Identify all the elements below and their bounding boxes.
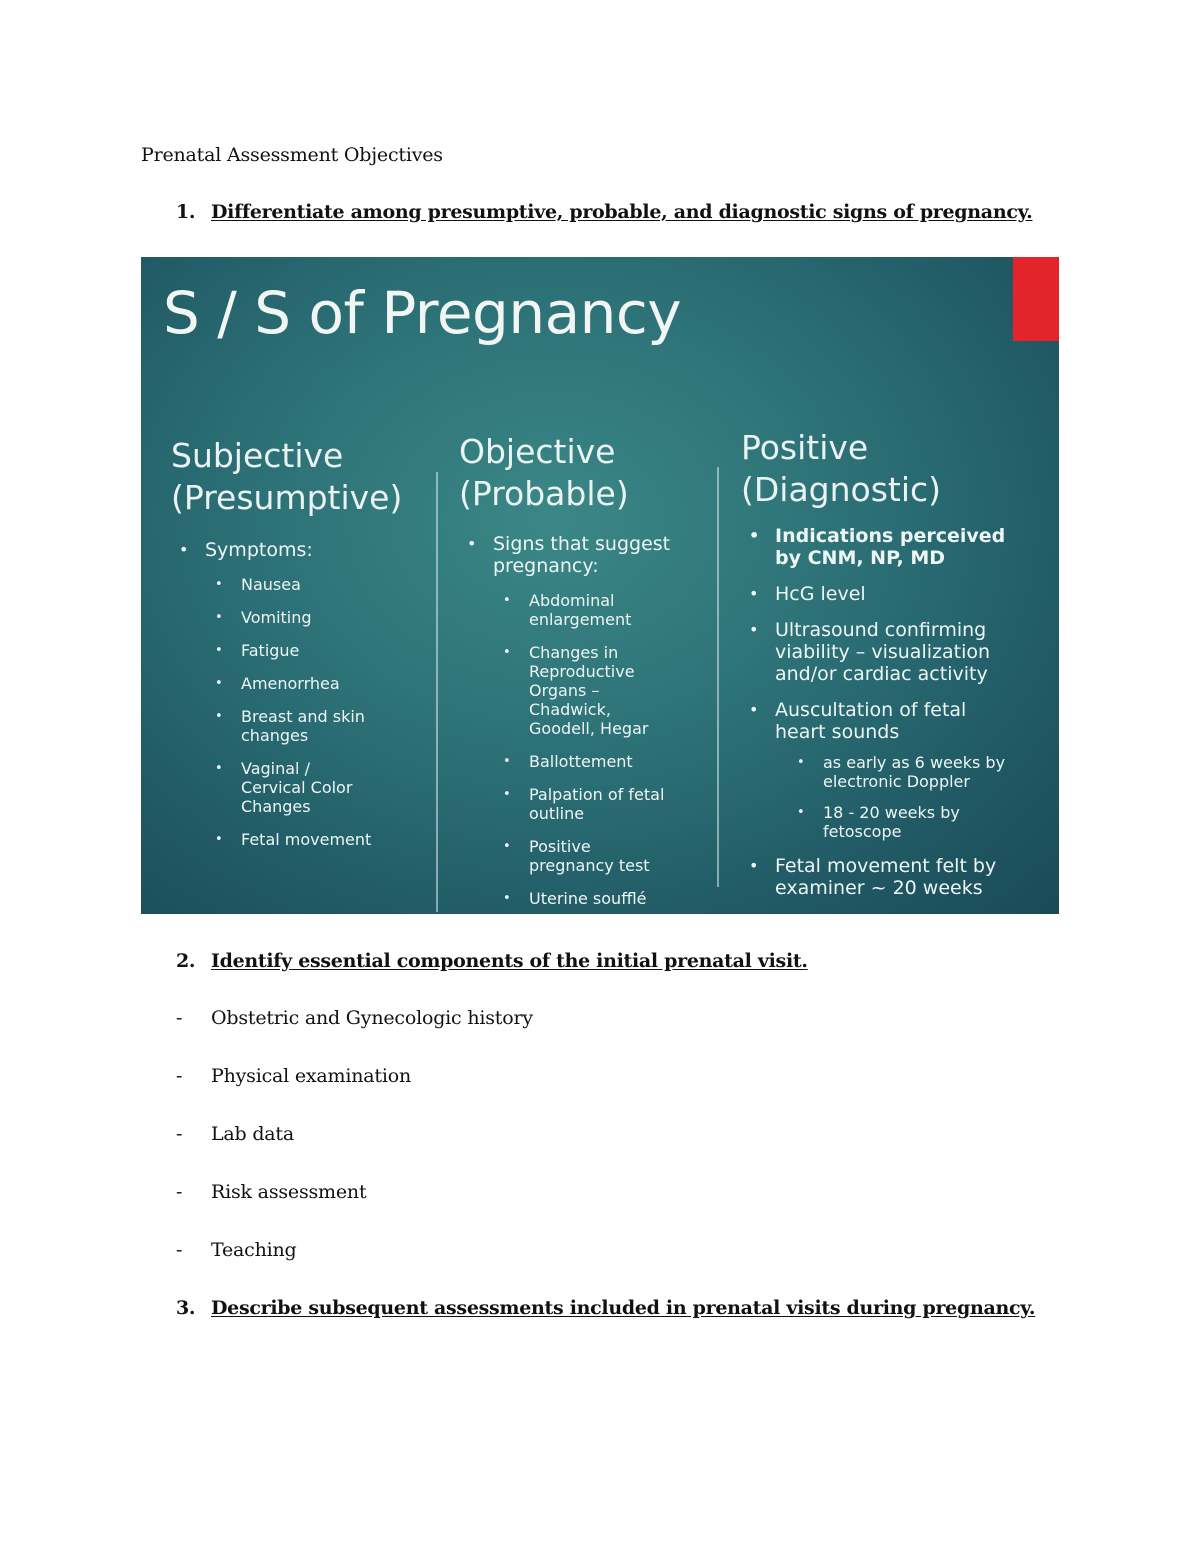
- list-item: • Palpation of fetal outline: [493, 785, 679, 823]
- list-item: • Breast and skin changes: [205, 707, 381, 745]
- list-item: • Amenorrhea: [205, 674, 426, 693]
- document-title: Prenatal Assessment Objectives: [141, 144, 443, 166]
- list-item: • Ballottement: [493, 752, 709, 771]
- objective-heading-line1: Objective: [459, 432, 616, 471]
- objective-lead: • Signs that suggest pregnancy:: [459, 533, 683, 577]
- list-item: • Uterine soufflé: [493, 889, 709, 908]
- list-item: • Fatigue: [205, 641, 426, 660]
- initial-visit-item: [176, 1123, 294, 1145]
- positive-list: [741, 525, 1041, 743]
- positive-heading-line1: Positive: [741, 428, 869, 467]
- objective-3-text: Describe subsequent assessments included in prenatal visits during pregnancy.: [211, 1297, 1036, 1319]
- objective-2-number: 2.: [176, 950, 196, 972]
- slide-title: S / S of Pregnancy: [163, 279, 682, 347]
- subjective-lead: • Symptoms:: [171, 539, 426, 561]
- list-item: • HcG level: [741, 583, 1041, 605]
- list-item: • Changes in Reproductive Organs – Chadwick, Goodell, Hegar: [493, 643, 654, 738]
- initial-visit-item: [176, 1181, 366, 1203]
- initial-visit-item: [176, 1007, 533, 1029]
- dash-bullet: -: [176, 1239, 183, 1261]
- initial-visit-item: [176, 1065, 411, 1087]
- objective-heading-line2: (Probable): [459, 474, 629, 513]
- list-item: • 18 - 20 weeks by fetoscope: [787, 803, 973, 841]
- initial-visit-item: [176, 1239, 297, 1261]
- list-item: • Abdominal enlargement: [493, 591, 659, 629]
- column-subjective: [171, 435, 426, 849]
- list-item: • Indications perceived by CNM, NP, MD: [741, 525, 1025, 569]
- dash-bullet: -: [176, 1123, 183, 1145]
- list-item: • as early as 6 weeks by electronic Doppler: [787, 753, 1013, 791]
- initial-visit-item-text: Lab data: [211, 1123, 295, 1145]
- dash-bullet: -: [176, 1181, 183, 1203]
- column-divider-1: [436, 472, 438, 912]
- red-tab-accent: [1013, 257, 1059, 341]
- objective-1: [176, 201, 1032, 223]
- objective-2: [176, 950, 808, 972]
- list-item: • Ultrasound confirming viability – visualization and/or cardiac activity: [741, 619, 1005, 685]
- objective-2-text: Identify essential components of the initial prenatal visit.: [211, 950, 808, 972]
- positive-sub-list: [741, 753, 1041, 841]
- list-item: • Positive pregnancy test: [493, 837, 669, 875]
- subjective-heading-line1: Subjective: [171, 436, 344, 475]
- objective-3-number: 3.: [176, 1297, 196, 1319]
- list-item: • Vomiting: [205, 608, 426, 627]
- column-positive: [741, 427, 1041, 899]
- list-item: • Vaginal / Cervical Color Changes: [205, 759, 371, 816]
- objective-list: [459, 591, 709, 908]
- objective-1-text: Differentiate among presumptive, probable, and diagnostic signs of pregnancy.: [211, 201, 1033, 223]
- positive-heading-line2: (Diagnostic): [741, 470, 942, 509]
- dash-bullet: -: [176, 1065, 183, 1087]
- slide-photo: [141, 257, 1059, 914]
- objective-1-number: 1.: [176, 201, 196, 223]
- subjective-heading-line2: (Presumptive): [171, 478, 403, 517]
- subjective-list: [171, 575, 426, 849]
- list-item: • Nausea: [205, 575, 426, 594]
- initial-visit-item-text: Obstetric and Gynecologic history: [211, 1007, 533, 1029]
- list-item: • Auscultation of fetal heart sounds: [741, 699, 985, 743]
- initial-visit-item-text: Risk assessment: [211, 1181, 367, 1203]
- positive-last-item: • Fetal movement felt by examiner ~ 20 weeks: [741, 855, 1015, 899]
- column-divider-2: [717, 467, 719, 887]
- initial-visit-item-text: Teaching: [211, 1239, 297, 1261]
- list-item: • Fetal movement: [205, 830, 426, 849]
- objective-3: [176, 1297, 1035, 1319]
- column-objective: [459, 431, 709, 908]
- initial-visit-item-text: Physical examination: [211, 1065, 411, 1087]
- dash-bullet: -: [176, 1007, 183, 1029]
